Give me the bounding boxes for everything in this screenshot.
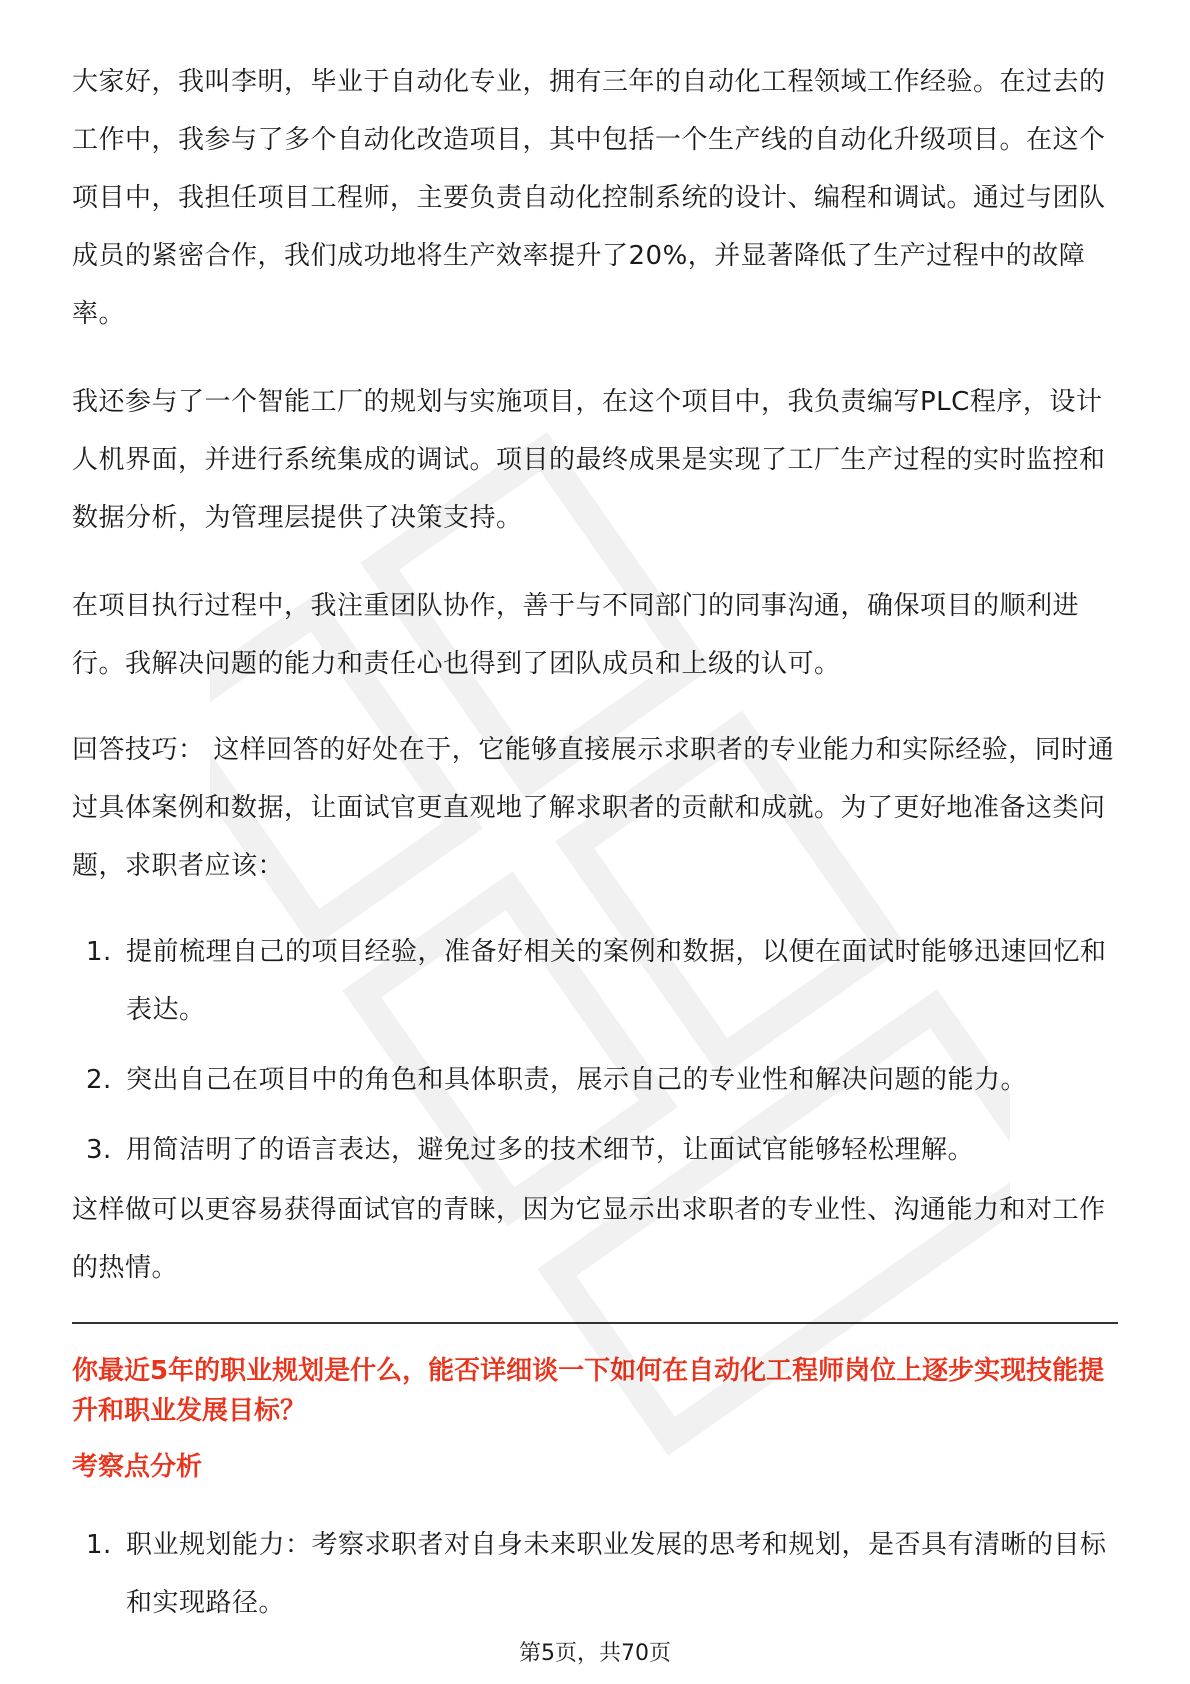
conclusion-paragraph: 这样做可以更容易获得面试官的青睐，因为它显示出求职者的专业性、沟通能力和对工作的热情。: [72, 1195, 1106, 1283]
interview-question: 你最近5年的职业规划是什么，能否详细谈一下如何在自动化工程师岗位上逐步实现技能提升和职业发展目标？: [72, 1356, 1105, 1426]
list-item: [72, 1051, 1118, 1109]
list-number: 1.: [86, 937, 112, 967]
answer-tips-paragraph: 回答技巧： 这样回答的好处在于，它能够直接展示求职者的专业能力和实际经验，同时通过具体案例和数据，让面试官更直观地了解求职者的贡献和成就。为了更好地准备这类问题，求职者应该：: [72, 735, 1115, 881]
section-heading: 考察点分析: [72, 1452, 203, 1482]
list-item-text: 提前梳理自己的项目经验，准备好相关的案例和数据，以便在面试时能够迅速回忆和表达。: [126, 937, 1107, 1025]
list-item: [72, 1121, 1118, 1179]
analysis-list: [72, 1516, 1118, 1632]
answer-paragraph-3: 在项目执行过程中，我注重团队协作，善于与不同部门的同事沟通，确保项目的顺利进行。我解决问题的能力和责任心也得到了团队成员和上级的认可。: [72, 591, 1080, 679]
list-number: 1.: [86, 1530, 112, 1560]
tips-list: [72, 923, 1118, 1179]
list-item-text: 用简洁明了的语言表达，避免过多的技术细节，让面试官能够轻松理解。: [126, 1135, 975, 1165]
list-item: [72, 1516, 1118, 1632]
list-item-text: 职业规划能力：考察求职者对自身未来职业发展的思考和规划，是否具有清晰的目标和实现路径。: [126, 1530, 1107, 1618]
list-number: 2.: [86, 1065, 112, 1095]
list-item-text: 突出自己在项目中的角色和具体职责，展示自己的专业性和解决问题的能力。: [126, 1065, 1028, 1095]
list-item: [72, 923, 1118, 1039]
page-number: 第5页，共70页: [519, 1641, 671, 1666]
list-number: 3.: [86, 1135, 112, 1165]
answer-paragraph-2: 我还参与了一个智能工厂的规划与实施项目，在这个项目中，我负责编写PLC程序，设计人机界面，并进行系统集成的调试。项目的最终成果是实现了工厂生产过程的实时监控和数据分析，为管理层提供了决策支持。: [72, 387, 1106, 533]
answer-paragraph-1: 大家好，我叫李明，毕业于自动化专业，拥有三年的自动化工程领域工作经验。在过去的工作中，我参与了多个自动化改造项目，其中包括一个生产线的自动化升级项目。在这个项目中，我担任项目工程师，主要负责自动化控制系统的设计、编程和调试。通过与团队成员的紧密合作，我们成功地将生产效率提升了20%，并显著降低了生产过程中的故障率。: [72, 67, 1106, 329]
section-divider: [72, 1322, 1118, 1324]
